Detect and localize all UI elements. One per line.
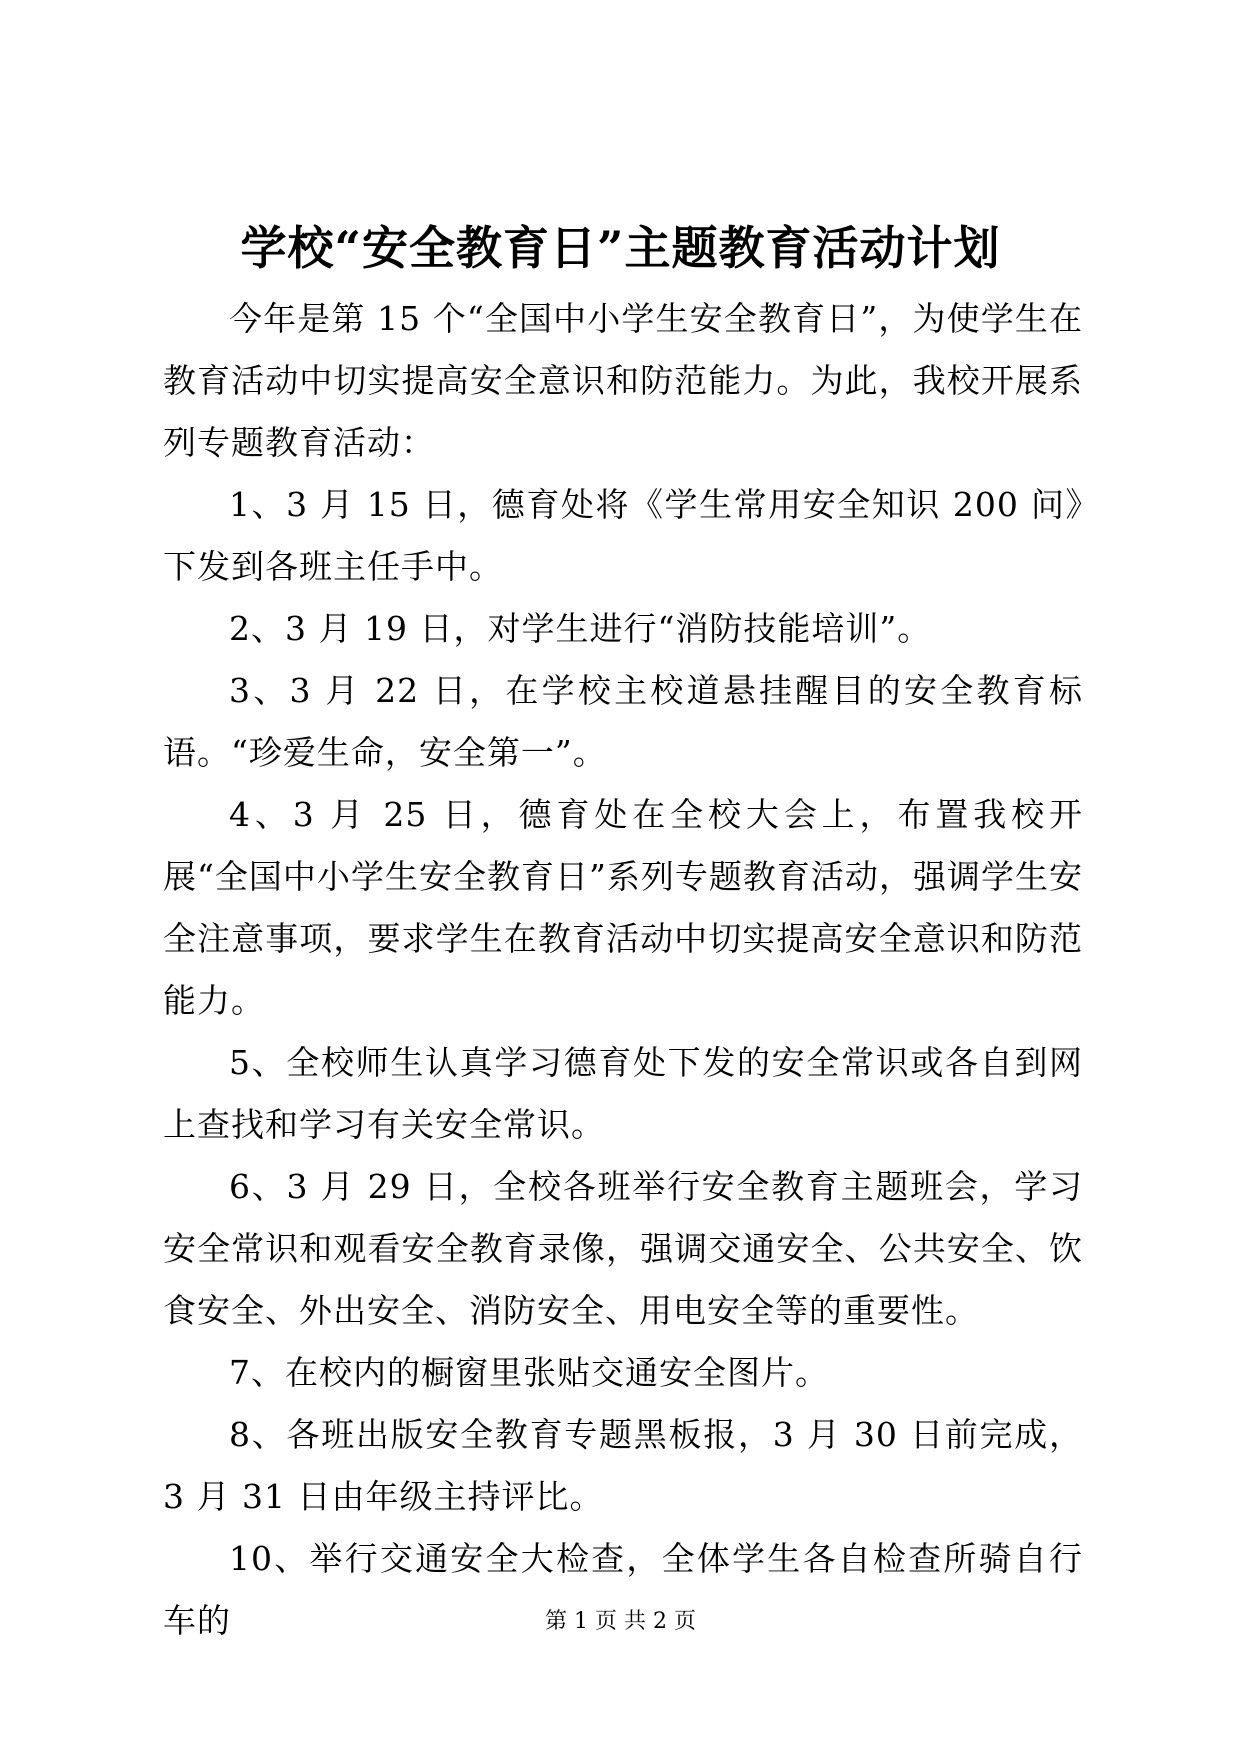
item-5-paragraph: 5、全校师生认真学习德育处下发的安全常识或各自到网上查找和学习有关安全常识。: [163, 1043, 1083, 1144]
item-4-paragraph: 4、3 月 25 日，德育处在全校大会上，布置我校开展“全国中小学生安全教育日”系列专题教育活动，强调学生安全注意事项，要求学生在教育活动中切实提高安全意识和防范能力。: [163, 795, 1083, 1020]
item-8-paragraph: 8、各班出版安全教育专题黑板报，3 月 30 日前完成，3 月 31 日由年级主持评比。: [163, 1415, 1083, 1516]
item-7-paragraph: 7、在校内的橱窗里张贴交通安全图片。: [229, 1353, 829, 1392]
document-title: 学校“安全教育日”主题教育活动计划: [240, 221, 1001, 275]
item-10-paragraph: 10、举行交通安全大检查，全体学生各自检查所骑自行车的: [163, 1539, 1083, 1640]
item-3-paragraph: 3、3 月 22 日，在学校主校道悬挂醒目的安全教育标语。“珍爱生命，安全第一”。: [163, 671, 1083, 772]
item-6-paragraph: 6、3 月 29 日，全校各班举行安全教育主题班会，学习安全常识和观看安全教育录像，强调交通安全、公共安全、饮食安全、外出安全、消防安全、用电安全等的重要性。: [163, 1167, 1083, 1330]
item-1-paragraph: 1、3 月 15 日，德育处将《学生常用安全知识 200 问》下发到各班主任手中。: [163, 485, 1083, 586]
document-body: [163, 288, 1083, 1652]
intro-paragraph: 今年是第 15 个“全国中小学生安全教育日”，为使学生在教育活动中切实提高安全意识和防范能力。为此，我校开展系列专题教育活动：: [163, 299, 1083, 462]
item-2-paragraph: 2、3 月 19 日，对学生进行“消防技能培训”。: [229, 609, 932, 648]
page-footer: 第 1 页 共 2 页: [545, 1609, 696, 1634]
